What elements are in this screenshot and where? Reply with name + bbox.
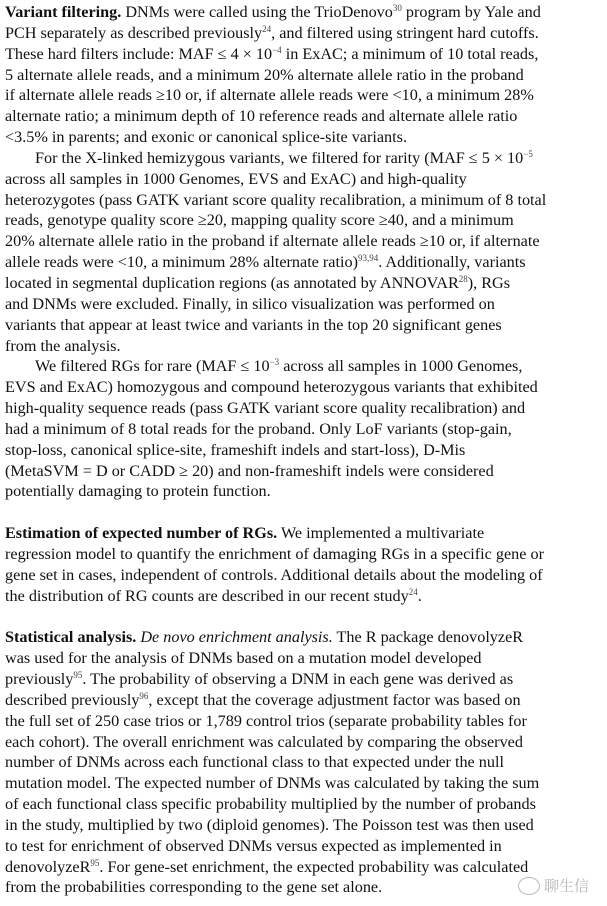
text-line <box>5 711 605 732</box>
text-line <box>5 356 605 377</box>
text-segment: , and filtered using stringent hard cutoffs. <box>271 23 539 42</box>
text-line <box>5 273 605 294</box>
text-line <box>5 752 605 773</box>
text-line <box>5 85 605 106</box>
citation-superscript[interactable]: 93,94 <box>357 253 379 264</box>
text-line <box>5 148 605 169</box>
watermark-text: 聊生信 <box>543 877 589 895</box>
citation-superscript[interactable]: 28 <box>458 273 468 284</box>
paragraph-x-linked <box>5 148 605 356</box>
text-line <box>5 23 605 44</box>
text-segment: number of DNMs across each functional class to that expected under the null <box>5 753 504 772</box>
text-segment: mutation model. The expected number of DNMs was calculated by taking the sum <box>5 774 540 793</box>
citation-superscript[interactable]: −4 <box>272 44 282 55</box>
text-segment: <3.5% in parents; and exonic or canonical splice-site variants. <box>5 128 407 147</box>
text-line <box>5 669 605 690</box>
text-line <box>5 648 605 669</box>
text-line <box>5 877 605 898</box>
text-segment: from the probabilities corresponding to the gene set alone. <box>5 878 383 897</box>
paragraph-variant-filtering <box>5 2 605 148</box>
text-line <box>5 2 605 23</box>
text-segment: located in segmental duplication regions (as annotated by ANNOVAR <box>5 273 459 292</box>
text-line <box>5 773 605 794</box>
text-segment: The R package denovolyzeR <box>332 628 524 647</box>
text-line <box>5 544 605 565</box>
text-segment: program by Yale and <box>401 3 541 21</box>
paragraph-statistical-analysis <box>5 627 605 898</box>
citation-superscript[interactable]: 96 <box>139 690 149 701</box>
text-segment: potentially damaging to protein function. <box>5 482 271 501</box>
text-line <box>5 169 605 190</box>
text-segment: These hard filters include: MAF ≤ 4 × 10 <box>5 44 273 63</box>
watermark <box>518 875 589 896</box>
text-segment: allele reads were <10, a minimum 28% alternate ratio) <box>5 253 358 272</box>
text-line <box>5 461 605 482</box>
text-line <box>5 440 605 461</box>
text-segment: regression model to quantify the enrichment of damaging RGs in a specific gene or <box>5 544 544 563</box>
text-segment: . For gene-set enrichment, the expected probability was calculated <box>99 857 529 876</box>
paragraph-gap <box>5 606 605 627</box>
text-segment: from the analysis. <box>5 336 121 355</box>
text-line <box>5 815 605 836</box>
text-line <box>5 231 605 252</box>
text-line <box>5 419 605 440</box>
paragraph-gap <box>5 502 605 523</box>
text-line <box>5 65 605 86</box>
text-segment: in the study, multiplied by two (diploid genomes). The Poisson test was then used <box>5 815 534 834</box>
text-segment: alternate ratio; a minimum depth of 10 reference reads and alternate allele ratio <box>5 107 518 126</box>
text-segment: . <box>417 586 422 605</box>
text-line <box>5 190 605 211</box>
text-segment: . Additionally, variants <box>378 253 526 272</box>
text-segment: high-quality sequence reads (pass GATK variant score quality recalibration) and <box>5 399 526 418</box>
chat-bubble-icon <box>518 877 540 895</box>
text-segment: We filtered RGs for rare (MAF ≤ 10 <box>35 357 270 376</box>
text-segment: We implemented a multivariate <box>277 524 485 543</box>
text-segment: stop-loss, canonical splice-site, frameshift indels and start-loss), D-Mis <box>5 440 466 459</box>
section-heading: Statistical analysis. <box>5 628 137 647</box>
text-line <box>5 857 605 878</box>
document-body <box>5 2 605 898</box>
text-segment: of each functional class specific probability multiplied by the number of probands <box>5 795 536 814</box>
text-line <box>5 690 605 711</box>
text-segment: (MetaSVM = D or CADD ≥ 20) and non-frameshift indels were considered <box>5 461 494 480</box>
citation-superscript[interactable]: 24 <box>408 586 418 597</box>
paragraph-estimation <box>5 523 605 606</box>
text-segment: denovolyzeR <box>5 857 91 876</box>
text-segment: and DNMs were excluded. Finally, in silico visualization was performed on <box>5 294 495 313</box>
text-line <box>5 794 605 815</box>
citation-superscript[interactable]: 30 <box>392 3 402 13</box>
text-line <box>5 294 605 315</box>
text-segment: heterozygotes (pass GATK variant score quality recalibration, a minimum of 8 total <box>5 190 547 209</box>
citation-superscript[interactable]: 95 <box>90 857 100 868</box>
text-segment: . The probability of observing a DNM in each gene was derived as <box>82 670 514 688</box>
text-segment: reads, genotype quality score ≥20, mapping quality score ≥40, and a minimum <box>5 211 514 230</box>
text-segment: ), RGs <box>467 273 511 292</box>
text-segment: each cohort). The overall enrichment was calculated by comparing the observed <box>5 732 523 751</box>
citation-superscript[interactable]: −5 <box>523 148 533 159</box>
text-line <box>5 398 605 419</box>
text-line <box>5 523 605 544</box>
citation-superscript[interactable]: 24 <box>262 23 272 34</box>
text-segment: 20% alternate allele ratio in the proband if alternate allele reads ≥10 or, if alternate <box>5 232 540 251</box>
text-segment: the distribution of RG counts are described in our recent study <box>5 586 409 605</box>
text-segment: had a minimum of 8 total reads for the proband. Only LoF variants (stop-gain, <box>5 419 512 438</box>
text-line <box>5 336 605 357</box>
text-line <box>5 44 605 65</box>
text-line <box>5 377 605 398</box>
paragraph-rg-filtering <box>5 356 605 502</box>
text-segment: the full set of 250 case trios or 1,789 control trios (separate probability tables for <box>5 711 527 730</box>
text-segment: to test for enrichment of observed DNMs versus expected as implemented in <box>5 836 502 855</box>
text-segment: previously <box>5 670 74 688</box>
text-segment: if alternate allele reads ≥10 or, if alternate allele reads were <10, a minimum 28% <box>5 86 534 105</box>
text-line <box>5 127 605 148</box>
text-segment: DNMs were called using the TrioDenovo <box>121 3 393 21</box>
text-line <box>5 732 605 753</box>
citation-superscript[interactable]: −3 <box>269 357 280 368</box>
text-segment: in ExAC; a minimum of 10 total reads, <box>281 44 539 63</box>
text-segment: described previously <box>5 690 140 709</box>
text-line <box>5 565 605 586</box>
text-segment: across all samples in 1000 Genomes, <box>279 357 523 376</box>
section-heading: Estimation of expected number of RGs. <box>5 524 278 543</box>
subsection-heading: De novo enrichment analysis. <box>140 628 333 647</box>
text-line <box>5 481 605 502</box>
text-line <box>5 106 605 127</box>
text-line <box>5 210 605 231</box>
text-segment: , except that the coverage adjustment factor was based on <box>148 690 521 709</box>
text-line <box>5 627 605 648</box>
text-segment: was used for the analysis of DNMs based on a mutation model developed <box>5 649 482 668</box>
text-line <box>5 586 605 607</box>
text-segment: gene set in cases, independent of controls. Additional details about the modeling of <box>5 565 543 584</box>
text-line <box>5 836 605 857</box>
text-segment: 5 alternate allele reads, and a minimum 20% alternate allele ratio in the proband <box>5 65 524 84</box>
section-heading: Variant filtering. <box>5 3 122 21</box>
text-line <box>5 252 605 273</box>
text-segment: PCH separately as described previously <box>5 23 263 42</box>
text-segment: variants that appear at least twice and variants in the top 20 significant genes <box>5 315 502 334</box>
text-segment: For the X-linked hemizygous variants, we filtered for rarity (MAF ≤ 5 × 10 <box>35 148 524 167</box>
text-line <box>5 315 605 336</box>
citation-superscript[interactable]: 95 <box>73 670 83 680</box>
text-segment: across all samples in 1000 Genomes, EVS and ExAC) and high-quality <box>5 169 467 188</box>
text-segment: EVS and ExAC) homozygous and compound heterozygous variants that exhibited <box>5 378 538 397</box>
